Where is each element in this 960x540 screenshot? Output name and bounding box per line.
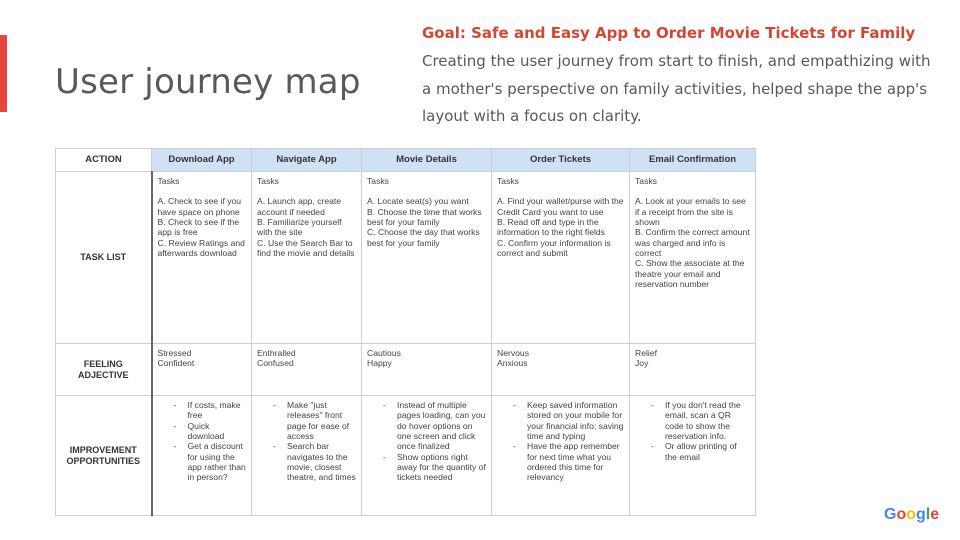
improvement-item: - Get a discount for using the app rather than in person?: [174, 441, 247, 482]
table-cell: [630, 172, 756, 344]
slide-title: User journey map: [55, 62, 361, 102]
table-cell: [630, 344, 756, 396]
accent-bar: [0, 35, 7, 112]
task-item: B. Familiarize yourself with the site: [257, 216, 344, 238]
table-cell: [492, 344, 630, 396]
google-logo: [884, 506, 939, 524]
feeling-word: Cautious: [367, 348, 401, 358]
goal-heading: Goal: Safe and Easy App to Order Movie Tickets for Family: [422, 24, 916, 42]
row-label-feeling: FEELING ADJECTIVE: [56, 344, 152, 396]
table-cell: [152, 172, 252, 344]
improvement-list: [367, 400, 486, 483]
improvement-item: - Search bar navigates to the movie, closest theatre, and times: [273, 441, 356, 482]
task-item: C. Choose the day that works best for your family: [367, 227, 483, 248]
improvement-row: [56, 396, 756, 516]
task-item: C. Use the Search Bar to find the movie and details: [257, 237, 355, 258]
table-cell: [252, 344, 362, 396]
feeling-word: Confused: [257, 358, 294, 369]
table-cell: [252, 396, 362, 516]
corner-header: ACTION: [56, 149, 152, 172]
tasks-label: Tasks: [635, 176, 657, 186]
google-logo-letter: o: [906, 506, 917, 523]
task-item: A. Check to see if you have space on phone: [157, 196, 244, 217]
improvement-item: - Show options right away for the quantity of tickets needed: [383, 452, 486, 483]
table-cell: [252, 172, 362, 344]
goal-description: Creating the user journey from start to finish, and empathizing with a mother's perspective on family activities, helped shape the app's layout with a focus on clarity.: [422, 52, 931, 125]
feeling-row: [56, 344, 756, 396]
task-item: B. Check to see if the app is free: [157, 216, 242, 238]
column-header: Download App: [152, 149, 252, 172]
improvement-list: [497, 400, 624, 483]
google-logo-letter: g: [916, 506, 926, 523]
row-label-tasks: TASK LIST: [56, 172, 152, 344]
column-header: Navigate App: [252, 149, 362, 172]
column-header: Movie Details: [362, 149, 492, 172]
tasks-label: Tasks: [257, 176, 279, 186]
improvement-item: - Have the app remember for next time what you ordered this time for relevancy: [513, 441, 624, 482]
task-item: C. Show the associate at the theatre your email and reservation number: [635, 258, 747, 289]
table-cell: [362, 172, 492, 344]
improvement-list: [635, 400, 750, 462]
google-logo-letter: l: [925, 506, 931, 523]
feeling-word: Confident: [157, 358, 195, 369]
table-cell: [492, 172, 630, 344]
google-logo-letter: G: [884, 506, 897, 523]
improvement-item: - If costs, make free: [174, 400, 247, 421]
improvement-item: - Keep saved information stored on your mobile for your financial info; saving time and typing: [513, 400, 624, 441]
feeling-word: Relief: [635, 348, 657, 358]
tasks-label: Tasks: [157, 176, 180, 186]
task-item: C. Review Ratings and afterwards download: [157, 237, 248, 258]
table-header-row: [56, 149, 756, 172]
feeling-word: Enthralled: [257, 348, 296, 358]
improvement-item: - If you don't read the email, scan a QR code to show the reservation info.: [651, 400, 750, 441]
table-cell: [152, 344, 252, 396]
improvement-list: [158, 400, 247, 483]
goal-section: [422, 24, 942, 131]
table-cell: [152, 396, 252, 516]
improvement-list: [257, 400, 356, 483]
table-cell: [362, 396, 492, 516]
task-item: A. Locate seat(s) you want: [367, 196, 469, 207]
improvement-item: - Quick download: [174, 421, 247, 442]
feeling-word: Nervous: [497, 348, 529, 358]
google-logo-letter: o: [896, 506, 907, 523]
column-header: Email Confirmation: [630, 149, 756, 172]
feeling-word: Joy: [635, 358, 649, 369]
task-item: B. Choose the time that works best for your family: [367, 206, 485, 227]
feeling-word: Anxious: [497, 358, 528, 369]
table-cell: [492, 396, 630, 516]
feeling-word: Happy: [367, 358, 392, 369]
tasks-label: Tasks: [367, 176, 389, 186]
column-header: Order Tickets: [492, 149, 630, 172]
task-item: C. Confirm your information is correct and submit: [497, 237, 614, 258]
task-list-row: [56, 172, 756, 344]
table-cell: [362, 344, 492, 396]
user-journey-table: [55, 148, 756, 516]
row-label-improvement: IMPROVEMENT OPPORTUNITIES: [56, 396, 152, 516]
tasks-label: Tasks: [497, 176, 519, 186]
google-logo-letter: e: [930, 506, 940, 523]
improvement-item: - Or allow printing of the email: [651, 441, 750, 462]
table-cell: [630, 396, 756, 516]
task-item: B. Read off and type in the information to the right fields: [497, 216, 605, 238]
improvement-item: - Instead of multiple pages loading, can you do hover options on one screen and click once finalized: [383, 400, 486, 452]
improvement-item: - Make "just releases" front page for ease of access: [273, 400, 356, 441]
feeling-word: Stressed: [157, 348, 192, 358]
task-item: A. Find your wallet/purse with the Credit Card you want to use: [497, 196, 626, 217]
task-item: A. Look at your emails to see if a receipt from the site is shown: [635, 196, 749, 227]
task-item: B. Confirm the correct amount was charged and info is correct: [635, 227, 753, 258]
task-item: A. Launch app, create account if needed: [257, 196, 344, 217]
